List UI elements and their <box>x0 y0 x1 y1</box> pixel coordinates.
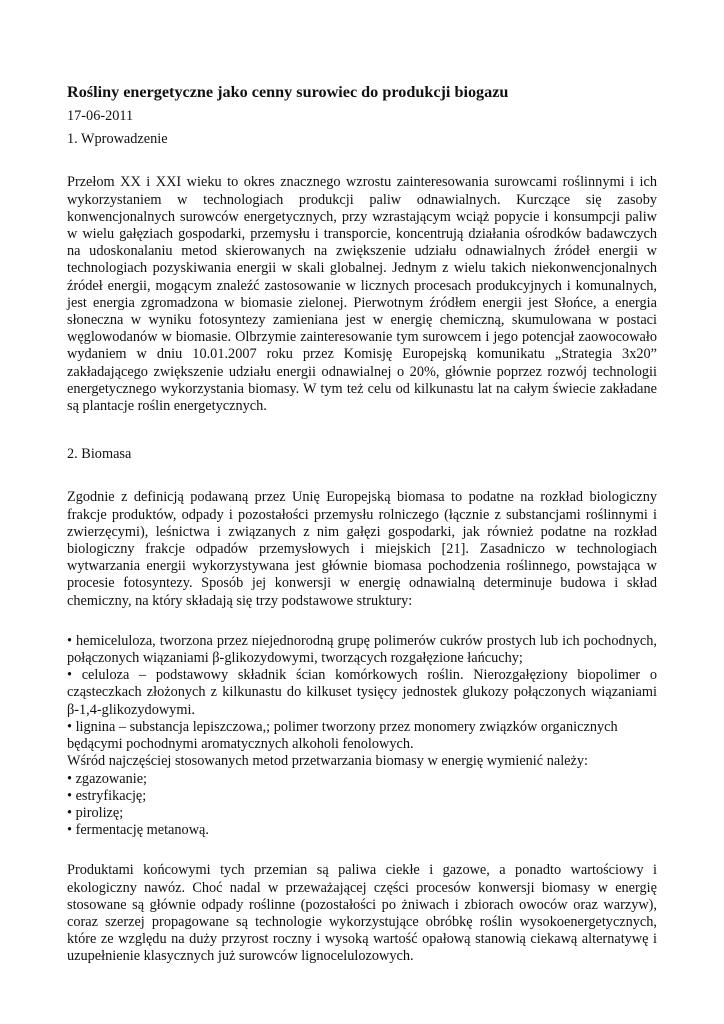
document-page <box>67 83 657 966</box>
list-item: • zgazowanie; <box>67 770 148 787</box>
methods-intro: Wśród najczęściej stosowanych metod przetwarzania biomasy w energię wymienić należy: <box>67 753 588 770</box>
list-item: • hemiceluloza, tworzona przez niejednorodną grupę polimerów cukrów prostych lub ich pochodnych, połączonych wiązaniami β-glikozydowymi, tworzących rozgałęzione łańcuchy; <box>67 632 657 667</box>
document-title: Rośliny energetyczne jako cenny surowiec do produkcji biogazu <box>67 83 509 101</box>
list-item: • celuloza – podstawowy składnik ścian komórkowych roślin. Nierozgałęziony biopolimer o cząsteczkach złożonych z kilkunastu do kilkuset tysięcy jednostek glukozy połączonych wiązaniami β-1,4-glikozydowymi. <box>67 667 657 718</box>
introduction-paragraph: Przełom XX i XXI wieku to okres znacznego wzrostu zainteresowania surowcami roślinnymi i ich wykorzystaniem w technologiach produkcji paliw odnawialnych. Kurczące się zasoby konwencjonalnych surowców energetycznych, przy wzrastającym wciąż popycie i konsumpcji paliw w wielu gałęziach gospodarki, przemysłu i transporcie, koncentrują działania ośrodków badawczych na udoskonalaniu metod skierowanych na zwiększenie udziału odnawialnych źródeł energii w technologiach pozyskiwania energii w skali globalnej. Jednym z wielu takich niekonwencjonalnych źródeł energii, mogącym znaleźć zastosowanie w licznych procesach produkcyjnych i komunalnych, jest energia zgromadzona w biomasie zielonej. Pierwotnym źródłem energii jest Słońce, a energia słoneczna w wyniku fotosyntezy zamieniana jest w energię chemiczną, skumulowana w postaci węglowodanów w biomasie. Olbrzymie zainteresowanie tym surowcem i jego potencjał zaowocowało wydaniem w dniu 10.01.2007 roku przez Komisję Europejską komunikatu „Strategia 3x20” zakładającego zwiększenie udziału energii odnawialnej o 20%, głównie poprzez rozwój technologii energetycznego wykorzystania biomasy. W tym też celu od kilkunastu lat na całym świecie zakładane są plantacje roślin energetycznych. <box>67 174 657 415</box>
closing-paragraph: Produktami końcowymi tych przemian są paliwa ciekłe i gazowe, a ponadto wartościowy i ekologiczny nawóz. Choć nadal w przeważającej części procesów konwersji biomasy w energię stosowane są głównie odpady roślinne (pozostałości po żniwach i zbiorach owoców oraz warzyw), coraz szerzej propagowane są technologie wykorzystujące obróbkę roślin wysokoenergetycznych, które ze względu na duży przyrost roczny i wysoką wartość opałową stanowią ciekawą alternatywę i uzupełnienie klasycznych już surowców lignocelulozowych. <box>67 862 657 965</box>
list-item: • fermentację metanową. <box>67 822 209 839</box>
section-heading-introduction: 1. Wprowadzenie <box>67 131 168 148</box>
list-item: • lignina – substancja lepiszczowa,; polimer tworzony przez monomery związków organicznych będącymi pochodnymi aromatycznych alkoholi fenolowych. <box>67 718 618 753</box>
list-item: • pirolizę; <box>67 804 124 821</box>
biomass-structures-list <box>67 633 657 839</box>
biomass-paragraph: Zgodnie z definicją podawaną przez Unię Europejską biomasa to podatne na rozkład biologiczny frakcje produktów, odpady i pozostałości przemysłu rolniczego (łącznie z substancjami roślinnymi i zwierzęcymi), leśnictwa i związanych z nim gałęzi gospodarki, jak również podatne na rozkład biologiczny frakcje odpadów przemysłowych i miejskich [21]. Zasadniczo w technologiach wytwarzania energii wykorzystywana jest głównie biomasa pochodzenia roślinnego, powstająca w procesie fotosyntezy. Sposób jej konwersji w energię odnawialną determinuje budowa i skład chemiczny, na który składają się trzy podstawowe struktury: <box>67 489 657 609</box>
section-heading-biomass: 2. Biomasa <box>67 446 132 463</box>
list-item: • estryfikację; <box>67 787 147 804</box>
document-date: 17-06-2011 <box>67 108 134 124</box>
